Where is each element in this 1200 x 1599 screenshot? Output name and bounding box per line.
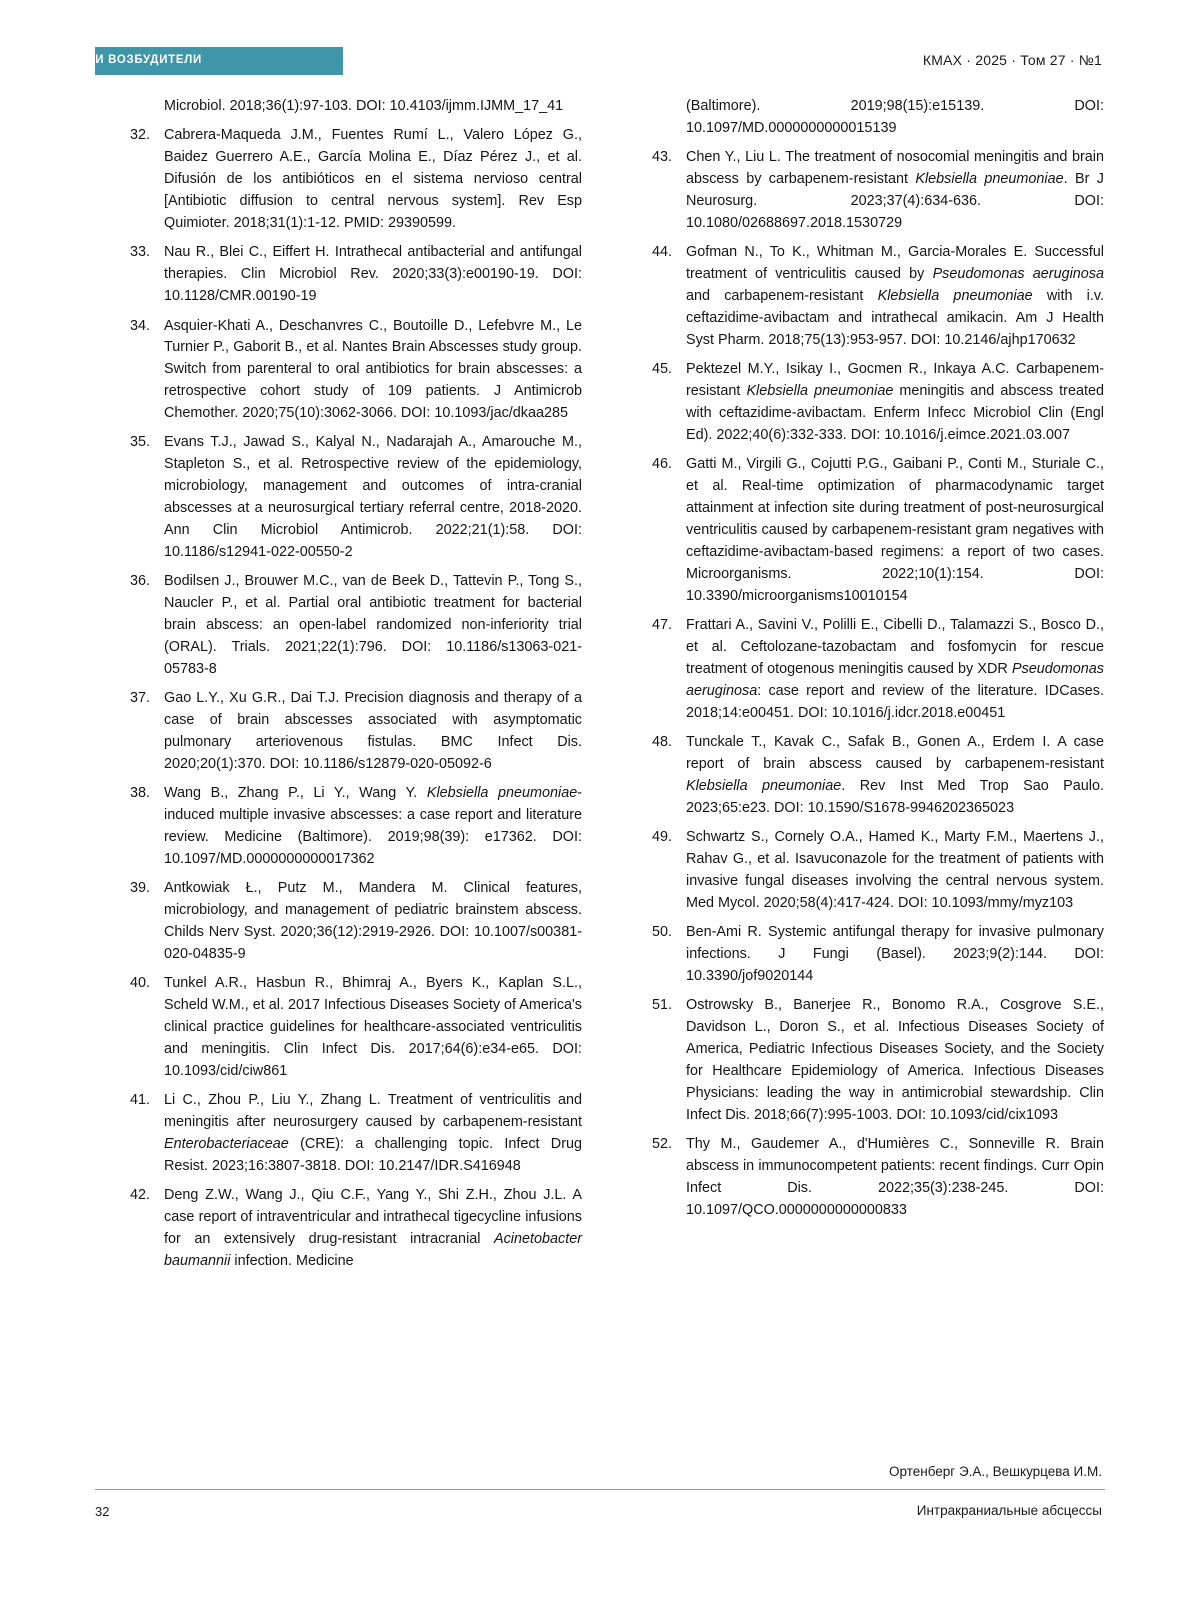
- reference-number: 43.: [652, 149, 673, 166]
- continuation-body: (Baltimore). 2019;98(15):e15139. DOI: 10.1097/MD.0000000000015139: [686, 98, 1104, 136]
- reference-text: [164, 242, 582, 308]
- reference-number: 42.: [130, 1187, 151, 1204]
- reference-text: [686, 359, 1104, 447]
- reference-item: [652, 732, 1104, 820]
- reference-number: 38.: [130, 785, 151, 802]
- reference-list-left: [130, 125, 582, 1273]
- footer-divider: [95, 1489, 1105, 1490]
- reference-item: [130, 688, 582, 776]
- reference-item: [652, 615, 1104, 724]
- reference-text-run: Wang B., Zhang P., Li Y., Wang Y.: [164, 785, 427, 802]
- reference-number: 45.: [652, 361, 673, 378]
- reference-text-run: . Rev Inst Med Trop Sao Paulo. 2023;65:e23. DOI: 10.1590/S1678-9946202365023: [686, 777, 1104, 816]
- reference-text-run: Schwartz S., Cornely O.A., Hamed K., Marty F.M., Maertens J., Rahav G., et al. Isavuconazole for the treatment of patients with invasive fungal diseases involving the central nervous system. Med Mycol. 2020;58(4):417-424. DOI: 10.1093/mmy/myz103: [686, 829, 1104, 911]
- reference-number: 46.: [652, 456, 673, 473]
- reference-text: [686, 732, 1104, 820]
- reference-number: 50.: [652, 924, 673, 941]
- reference-text: [164, 973, 582, 1082]
- reference-item: [130, 973, 582, 1082]
- reference-number: 52.: [652, 1136, 673, 1153]
- reference-item: [652, 1134, 1104, 1222]
- reference-item: [130, 1090, 582, 1178]
- organism-name: Enterobacteriaceae: [164, 1136, 289, 1153]
- reference-text-run: infection. Medicine: [230, 1253, 354, 1270]
- reference-item: [652, 454, 1104, 607]
- footer-authors: Ортенберг Э.А., Вешкурцева И.М.: [888, 1464, 1102, 1479]
- reference-number: 33.: [130, 244, 151, 261]
- reference-text: [164, 688, 582, 776]
- reference-number: 39.: [130, 880, 151, 897]
- continuation-text-right: [652, 96, 1104, 140]
- organism-name: Pseudomonas aeruginosa: [932, 266, 1104, 283]
- reference-text: [164, 571, 582, 680]
- reference-number: 51.: [652, 997, 673, 1014]
- reference-text: [164, 1185, 582, 1273]
- reference-item: [130, 242, 582, 308]
- continuation-body: Microbiol. 2018;36(1):97-103. DOI: 10.4103/ijmm.IJMM_17_41: [164, 98, 564, 114]
- reference-text: [686, 1134, 1104, 1222]
- reference-text-run: Pektezel M.Y., Isikay I., Gocmen R., Inkaya A.C. Carbapenem-resistant: [686, 361, 1104, 400]
- left-column: [130, 96, 582, 1281]
- reference-text: [164, 878, 582, 966]
- reference-text-run: Gao L.Y., Xu G.R., Dai T.J. Precision diagnosis and therapy of a case of brain abscesses associated with asymptomatic pulmonary arteriovenous fistulas. BMC Infect Dis. 2020;20(1):370. DOI: 10.1186/s12879-020-05092-6: [164, 690, 582, 772]
- reference-item: [130, 878, 582, 966]
- reference-text-run: Tunckale T., Kavak C., Safak B., Gonen A., Erdem I. A case report of brain abscess caused by carbapenem-resistant: [686, 734, 1104, 772]
- reference-number: 49.: [652, 829, 673, 846]
- reference-number: 48.: [652, 734, 673, 751]
- reference-text-run: Asquier-Khati A., Deschanvres C., Boutoille D., Lefebvre M., Le Turnier P., Gaborit B., et al. Nantes Brain Abscesses study group. Switch from parenteral to oral antibiotics for brain abscesses: a retrospective cohort study of 109 patients. J Antimicrob Chemother. 2020;75(10):3062-3066. DOI: 10.1093/jac/dkaa285: [164, 317, 582, 422]
- reference-text-run: Bodilsen J., Brouwer M.C., van de Beek D., Tattevin P., Tong S., Naucler P., et al. Partial oral antibiotic treatment for bacterial brain abscess: an open-label randomized non-inferiority trial (ORAL). Trials. 2021;22(1):796. DOI: 10.1186/s13063-021-05783-8: [164, 573, 582, 677]
- reference-number: 36.: [130, 573, 151, 590]
- reference-number: 35.: [130, 434, 151, 451]
- reference-text-run: Chen Y., Liu L. The treatment of nosocomial meningitis and brain abscess by carbapenem-resistant: [686, 149, 1104, 188]
- reference-text: [686, 922, 1104, 988]
- reference-text-run: Ostrowsky B., Banerjee R., Bonomo R.A., Cosgrove S.E., Davidson L., Doron S., et al. Infectious Diseases Society of America, Pediatric Infectious Diseases Society, and the Society for Healthcare Epidemiology of America. Infectious Diseases Physicians: leading the way in antimicrobial stewardship. Clin Infect Dis. 2018;66(7):995-1003. DOI: 10.1093/cid/cix1093: [686, 997, 1104, 1123]
- footer-article-title: Интракраниальные абсцессы: [916, 1503, 1102, 1518]
- reference-text: [686, 454, 1104, 607]
- reference-text-run: Tunkel A.R., Hasbun R., Bhimraj A., Byers K., Kaplan S.L., Scheld W.M., et al. 2017 Infectious Diseases Society of America's clinical practice guidelines for healthcare-associated ventriculitis and meningitis. Clin Infect Dis. 2017;64(6):e34-e65. DOI: 10.1093/cid/ciw861: [164, 975, 582, 1080]
- reference-item: [130, 316, 582, 425]
- page-header: [0, 47, 1200, 75]
- section-label: БОЛЕЗНИ И ВОЗБУДИТЕЛИ: [30, 54, 202, 66]
- reference-text: [164, 783, 582, 871]
- journal-issue-line: КМАХ · 2025 · Том 27 · №1: [922, 52, 1102, 68]
- right-column: [652, 96, 1104, 1229]
- reference-text-run: meningitis and abscess treated with ceftazidime-avibactam. Enferm Infecc Microbiol Clin (Engl Ed). 2022;40(6):332-333. DOI: 10.1016/j.eimce.2021.03.007: [686, 383, 1104, 443]
- reference-text: [686, 242, 1104, 351]
- reference-text-run: with i.v. ceftazidime-avibactam and intrathecal amikacin. Am J Health Syst Pharm. 2018;75(13):953-957. DOI: 10.2146/ajhp170632: [686, 288, 1104, 348]
- reference-text-run: Deng Z.W., Wang J., Qiu C.F., Yang Y., Shi Z.H., Zhou J.L. A case report of intraventricular and intrathecal tigecycline infusions for an extensively drug-resistant intracranial: [164, 1187, 582, 1248]
- organism-name: Klebsiella pneumoniae: [686, 777, 842, 794]
- organism-name: Klebsiella pneumoniae: [426, 785, 578, 802]
- reference-text-run: (CRE): a challenging topic. Infect Drug Resist. 2023;16:3807-3818. DOI: 10.2147/IDR.S416948: [164, 1136, 582, 1175]
- reference-text: [164, 316, 582, 425]
- reference-item: [130, 571, 582, 680]
- reference-item: [652, 242, 1104, 351]
- reference-text-run: : case report and review of the literature. IDCases. 2018;14:e00451. DOI: 10.1016/j.idcr.2018.e00451: [686, 682, 1104, 721]
- reference-text-run: Nau R., Blei C., Eiffert H. Intrathecal antibacterial and antifungal therapies. Clin Microbiol Rev. 2020;33(3):e00190-19. DOI: 10.1128/CMR.00190-19: [164, 244, 582, 305]
- reference-text-run: Ben-Ami R. Systemic antifungal therapy for invasive pulmonary infections. J Fungi (Basel). 2023;9(2):144. DOI: 10.3390/jof9020144: [686, 924, 1104, 984]
- organism-name: Pseudomonas aeruginosa: [686, 660, 1104, 699]
- organism-name: Klebsiella pneumoniae: [746, 383, 894, 400]
- reference-item: [652, 922, 1104, 988]
- reference-number: 44.: [652, 244, 673, 261]
- reference-text-run: and carbapenem-resistant: [686, 288, 878, 305]
- reference-text-run: Evans T.J., Jawad S., Kalyal N., Nadarajah A., Amarouche M., Stapleton S., et al. Retrospective review of the epidemiology, microbiology, management and outcomes of intra-cranial abscesses at a neurosurgical tertiary referral centre, 2018-2020. Ann Clin Microbiol Antimicrob. 2022;21(1):58. DOI: 10.1186/s12941-022-00550-2: [164, 434, 582, 560]
- reference-item: [130, 432, 582, 563]
- reference-text-run: Cabrera-Maqueda J.M., Fuentes Rumí L., Valero López G., Baidez Guerrero A.E., García Molina E., Díaz Pérez J., et al. Difusión de los antibióticos en el sistema nervioso central [Antibiotic diffusion to central nervous system]. Rev Esp Quimioter. 2018;31(1):1-12. PMID: 29390599.: [164, 127, 582, 231]
- reference-number: 37.: [130, 690, 151, 707]
- reference-text-run: Antkowiak Ł., Putz M., Mandera M. Clinical features, microbiology, and management of pediatric brainstem abscess. Childs Nerv Syst. 2020;36(12):2919-2926. DOI: 10.1007/s00381-020-04835-9: [164, 880, 582, 963]
- page-number: 32: [95, 1504, 110, 1519]
- reference-item: [652, 995, 1104, 1126]
- reference-item: [130, 783, 582, 871]
- reference-item: [130, 125, 582, 234]
- reference-text-run: . Br J Neurosurg. 2023;37(4):634-636. DOI: 10.1080/02688697.2018.1530729: [686, 171, 1104, 231]
- organism-name: Klebsiella pneumoniae: [915, 171, 1064, 188]
- reference-text: [686, 827, 1104, 915]
- continuation-text-left: [130, 96, 582, 118]
- reference-item: [652, 147, 1104, 235]
- reference-text-run: Thy M., Gaudemer A., d'Humières C., Sonneville R. Brain abscess in immunocompetent patients: recent findings. Curr Opin Infect Dis. 2022;35(3):238-245. DOI: 10.1097/QCO.0000000000000833: [686, 1136, 1104, 1218]
- reference-text: [164, 125, 582, 234]
- reference-item: [652, 359, 1104, 447]
- reference-text-run: Gofman N., To K., Whitman M., Garcia-Morales E. Successful treatment of ventriculitis caused by: [686, 244, 1104, 283]
- reference-item: [130, 1185, 582, 1273]
- reference-number: 34.: [130, 317, 151, 334]
- reference-text: [686, 615, 1104, 724]
- reference-text-run: -induced multiple invasive abscesses: a case report and literature review. Medicine (Baltimore). 2019;98(39): e17362. DOI: 10.1097/MD.0000000000017362: [164, 785, 583, 867]
- reference-list-right: [652, 147, 1104, 1221]
- reference-text: [164, 432, 582, 563]
- reference-number: 32.: [130, 127, 151, 144]
- reference-text-run: Frattari A., Savini V., Polilli E., Cibelli D., Talamazzi S., Bosco D., et al. Ceftolozane-tazobactam and fosfomycin for rescue treatment of otogenous meningitis caused by XDR: [686, 617, 1104, 677]
- reference-item: [652, 827, 1104, 915]
- reference-text-run: Gatti M., Virgili G., Cojutti P.G., Gaibani P., Conti M., Sturiale C., et al. Real-time optimization of pharmacodynamic target attainment at infection site during treatment of post-neurosurgical ventriculitis caused by carbapenem-resistant gram negatives with ceftazidime-avibactam-based regimens: a report of two cases. Microorganisms. 2022;10(1):154. DOI: 10.3390/microorganisms10010154: [686, 456, 1104, 604]
- organism-name: Klebsiella pneumoniae: [877, 288, 1033, 305]
- reference-text: [164, 1090, 582, 1178]
- reference-text: [686, 147, 1104, 235]
- reference-text-run: Li C., Zhou P., Liu Y., Zhang L. Treatment of ventriculitis and meningitis after neurosurgery caused by carbapenem-resistant: [164, 1092, 582, 1131]
- reference-number: 47.: [652, 617, 673, 634]
- reference-number: 40.: [130, 975, 151, 992]
- reference-text: [686, 995, 1104, 1126]
- organism-name: Acinetobacter baumannii: [164, 1231, 582, 1270]
- reference-number: 41.: [130, 1092, 151, 1109]
